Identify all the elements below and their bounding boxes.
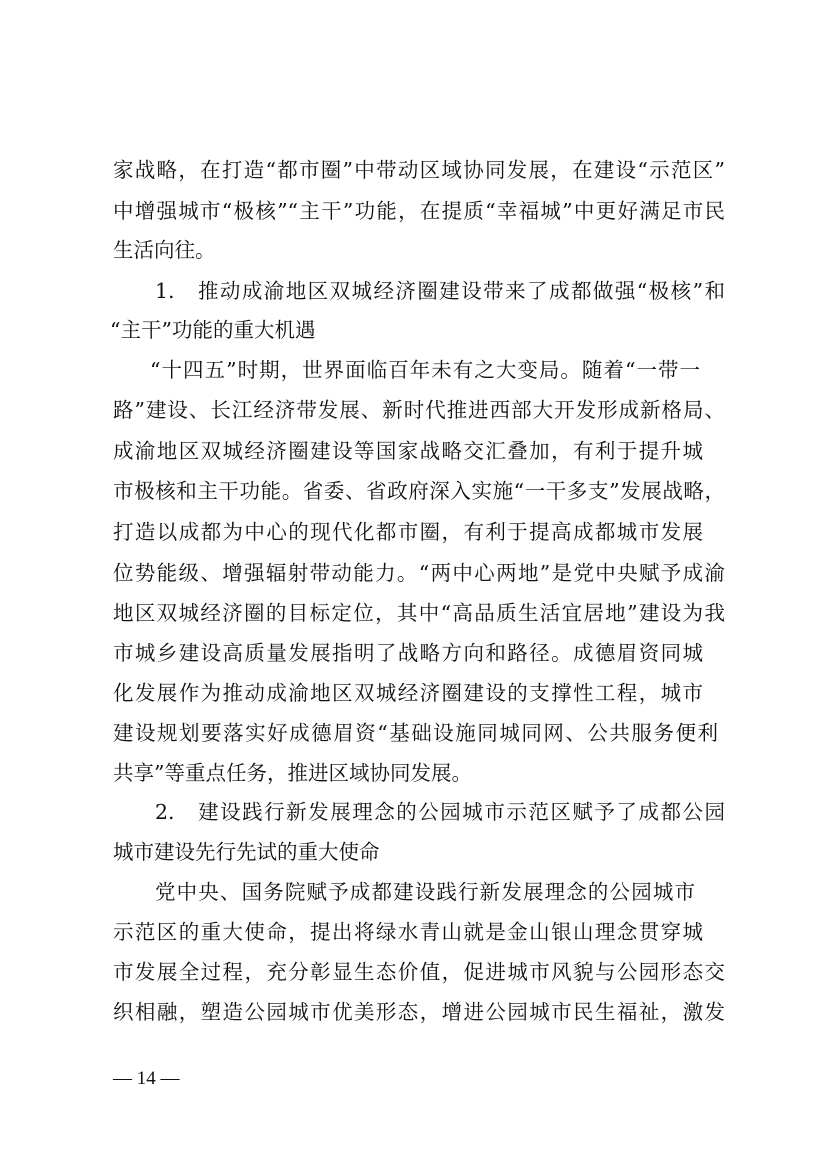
body-text-line: 路”建设、长江经济带发展、新时代推进西部大开发形成新格局、 xyxy=(113,398,725,422)
body-text-line: 市发展全过程，充分彰显生态价值，促进城市风貌与公园形态交 xyxy=(113,960,725,984)
body-text-line: 中增强城市“极核”“主干”功能，在提质“幸福城”中更好满足市民 xyxy=(113,199,725,223)
body-text-line: 市极核和主干功能。省委、省政府深入实施“一干多支”发展战略， xyxy=(113,479,725,503)
body-text-line: 化发展作为推动成渝地区双城经济圈建设的支撑性工程，城市 xyxy=(113,681,703,705)
body-text-line: 示范区的重大使命，提出将绿水青山就是金山银山理念贯穿城 xyxy=(113,920,703,944)
body-text-line: 建设规划要落实好成德眉资“基础设施同城同网、公共服务便利 xyxy=(113,721,718,745)
body-text-line: 打造以成都为中心的现代化都市圈，有利于提高成都城市发展 xyxy=(113,520,703,544)
body-text-line: 成渝地区双城经济圈建设等国家战略交汇叠加，有利于提升城 xyxy=(113,439,703,463)
body-text-line: 党中央、国务院赋予成都建设践行新发展理念的公园城市 xyxy=(155,880,695,904)
body-text-line: 家战略，在打造“都市圈”中带动区域协同发展，在建设“示范区” xyxy=(113,158,725,182)
body-text-line: 织相融，塑造公园城市优美形态，增进公园城市民生福祉，激发 xyxy=(113,1000,725,1024)
body-text-line: 位势能级、增强辐射带动能力。“两中心两地”是党中央赋予成渝 xyxy=(113,561,725,585)
body-text-line: 共享”等重点任务，推进区域协同发展。 xyxy=(113,761,472,785)
section-heading: 1. 推动成渝地区双城经济圈建设带来了成都做强“极核”和 xyxy=(155,279,725,303)
section-heading: 2. 建设践行新发展理念的公园城市示范区赋予了成都公园 xyxy=(155,800,725,824)
body-text-line: “十四五”时期，世界面临百年未有之大变局。随着“一带一 xyxy=(150,358,700,382)
section-heading: “主干”功能的重大机遇 xyxy=(110,318,316,342)
body-text-line: 生活向往。 xyxy=(113,238,216,262)
page-number: — 14 — xyxy=(113,1068,180,1089)
body-text-line: 地区双城经济圈的目标定位，其中“高品质生活宜居地”建设为我 xyxy=(113,601,725,625)
body-text-line: 市城乡建设高质量发展指明了战略方向和路径。成德眉资同城 xyxy=(113,641,703,665)
section-heading: 城市建设先行先试的重大使命 xyxy=(113,840,380,864)
